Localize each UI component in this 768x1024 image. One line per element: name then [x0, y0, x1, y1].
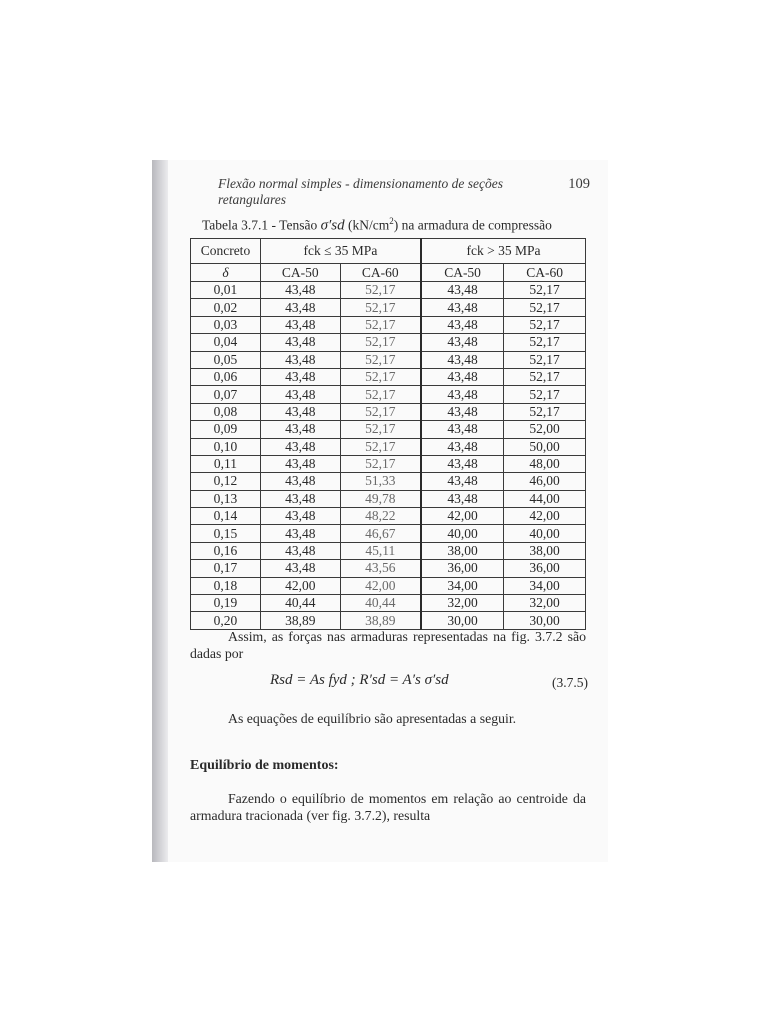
table-row — [191, 490, 586, 507]
table-cell: 0,13 — [191, 490, 261, 507]
table-cell: 43,48 — [260, 334, 340, 351]
table-row — [191, 421, 586, 438]
table-cell: 43,48 — [260, 421, 340, 438]
table-cell: 52,17 — [504, 403, 586, 420]
table-cell: 52,17 — [340, 351, 421, 368]
table-cell: 0,14 — [191, 508, 261, 525]
header-ca60-a: CA-60 — [340, 264, 421, 282]
table-cell: 0,16 — [191, 542, 261, 559]
table-cell: 40,00 — [421, 525, 504, 542]
table-cell: 34,00 — [421, 577, 504, 594]
table-cell: 43,48 — [260, 282, 340, 299]
table-cell: 52,17 — [340, 455, 421, 472]
table-cell: 38,00 — [504, 542, 586, 559]
table-row — [191, 403, 586, 420]
running-title: Flexão normal simples - dimensionamento de seções retangulares — [218, 176, 503, 207]
table-cell: 0,19 — [191, 595, 261, 612]
table-cell: 30,00 — [421, 612, 504, 629]
table-row — [191, 282, 586, 299]
table-cell: 43,48 — [260, 438, 340, 455]
table-cell: 43,48 — [421, 299, 504, 316]
table-cell: 42,00 — [340, 577, 421, 594]
table-cell: 52,17 — [340, 421, 421, 438]
table-cell: 45,11 — [340, 542, 421, 559]
table-cell: 43,48 — [260, 403, 340, 420]
table-cell: 0,10 — [191, 438, 261, 455]
table-row — [191, 560, 586, 577]
table-cell: 52,17 — [340, 386, 421, 403]
stress-table — [190, 238, 586, 630]
table-row — [191, 577, 586, 594]
table-caption — [202, 216, 586, 235]
table-cell: 43,48 — [260, 386, 340, 403]
table-cell: 43,48 — [260, 525, 340, 542]
equation-number: (3.7.5) — [552, 675, 588, 690]
table-cell: 32,00 — [504, 595, 586, 612]
header-group-fck-le-35: fck ≤ 35 MPa — [260, 239, 421, 264]
table-row — [191, 334, 586, 351]
table-row — [191, 368, 586, 385]
table-cell: 43,48 — [260, 508, 340, 525]
header-ca50-b: CA-50 — [421, 264, 504, 282]
table-cell: 43,56 — [340, 560, 421, 577]
table-cell: 52,17 — [340, 299, 421, 316]
table-cell: 40,00 — [504, 525, 586, 542]
table-cell: 0,20 — [191, 612, 261, 629]
table-cell: 36,00 — [504, 560, 586, 577]
table-cell: 0,05 — [191, 351, 261, 368]
table-cell: 30,00 — [504, 612, 586, 629]
caption-unit-exponent: 2 — [389, 216, 394, 226]
table-cell: 52,17 — [340, 334, 421, 351]
table-cell: 51,33 — [340, 473, 421, 490]
table-row — [191, 299, 586, 316]
table-row — [191, 508, 586, 525]
table-cell: 50,00 — [504, 438, 586, 455]
table-cell: 43,48 — [421, 421, 504, 438]
table-cell: 38,00 — [421, 542, 504, 559]
table-header-row-2 — [191, 264, 586, 282]
table-cell: 43,48 — [421, 368, 504, 385]
equation-formula: Rsd = As fyd ; R′sd = A′s σ′sd — [270, 672, 449, 688]
table-cell: 49,78 — [340, 490, 421, 507]
table-cell: 0,15 — [191, 525, 261, 542]
header-ca50-a: CA-50 — [260, 264, 340, 282]
table-cell: 40,44 — [340, 595, 421, 612]
table-row — [191, 455, 586, 472]
table-cell: 43,48 — [260, 455, 340, 472]
table-cell: 42,00 — [421, 508, 504, 525]
table-row — [191, 525, 586, 542]
table-cell: 38,89 — [260, 612, 340, 629]
table-cell: 0,06 — [191, 368, 261, 385]
table-cell: 0,04 — [191, 334, 261, 351]
table-cell: 40,44 — [260, 595, 340, 612]
table-cell: 43,48 — [260, 560, 340, 577]
table-cell: 52,17 — [504, 368, 586, 385]
table-cell: 44,00 — [504, 490, 586, 507]
table-cell: 52,17 — [504, 316, 586, 333]
caption-symbol: σ′sd — [320, 217, 345, 234]
table-cell: 43,48 — [421, 473, 504, 490]
table-cell: 43,48 — [421, 455, 504, 472]
paragraph-equilibrium-intro: As equações de equilíbrio são apresentadas a seguir. — [228, 711, 517, 726]
table-cell: 43,48 — [260, 351, 340, 368]
table-cell: 34,00 — [504, 577, 586, 594]
table-cell: 32,00 — [421, 595, 504, 612]
caption-unit: (kN/cm — [347, 217, 390, 233]
table-cell: 43,48 — [421, 403, 504, 420]
table-cell: 0,09 — [191, 421, 261, 438]
table-cell: 0,01 — [191, 282, 261, 299]
table-row — [191, 316, 586, 333]
header-ca60-b: CA-60 — [504, 264, 586, 282]
table-cell: 52,17 — [340, 282, 421, 299]
table-row — [191, 595, 586, 612]
table-cell: 52,17 — [340, 316, 421, 333]
table-row — [191, 438, 586, 455]
scan-binding-shadow — [152, 160, 168, 862]
table-cell: 0,11 — [191, 455, 261, 472]
table-cell: 52,17 — [504, 386, 586, 403]
table-cell: 43,48 — [260, 490, 340, 507]
table-cell: 52,17 — [504, 334, 586, 351]
table-header-row-1 — [191, 239, 586, 264]
header-group-fck-gt-35: fck > 35 MPa — [421, 239, 586, 264]
table-cell: 0,02 — [191, 299, 261, 316]
section-heading-equilibrio: Equilíbrio de momentos: — [190, 758, 339, 773]
table-cell: 43,48 — [421, 438, 504, 455]
table-cell: 42,00 — [504, 508, 586, 525]
table-cell: 43,48 — [260, 368, 340, 385]
header-concreto: Concreto — [191, 239, 261, 264]
table-cell: 0,07 — [191, 386, 261, 403]
table-cell: 52,17 — [340, 368, 421, 385]
table-row — [191, 386, 586, 403]
table-cell: 48,22 — [340, 508, 421, 525]
equation-3-7-5 — [270, 672, 588, 689]
table-cell: 0,08 — [191, 403, 261, 420]
table-cell: 52,00 — [504, 421, 586, 438]
caption-suffix: ) na armadura de compressão — [393, 217, 552, 233]
table-cell: 46,00 — [504, 473, 586, 490]
table-cell: 52,17 — [504, 351, 586, 368]
table-cell: 43,48 — [421, 351, 504, 368]
table-cell: 43,48 — [260, 316, 340, 333]
caption-prefix: Tabela 3.7.1 - Tensão — [202, 217, 318, 233]
table-cell: 0,18 — [191, 577, 261, 594]
table-cell: 52,17 — [340, 438, 421, 455]
running-header — [218, 176, 590, 208]
table-cell: 42,00 — [260, 577, 340, 594]
table-cell: 43,48 — [421, 386, 504, 403]
table-cell: 43,48 — [260, 473, 340, 490]
table-cell: 0,03 — [191, 316, 261, 333]
table-cell: 36,00 — [421, 560, 504, 577]
table-row — [191, 612, 586, 629]
table-cell: 52,17 — [504, 299, 586, 316]
table-cell: 43,48 — [260, 299, 340, 316]
table-cell: 0,12 — [191, 473, 261, 490]
table-cell: 52,17 — [340, 403, 421, 420]
table-cell: 38,89 — [340, 612, 421, 629]
page-number: 109 — [568, 176, 590, 192]
table-cell: 43,48 — [421, 282, 504, 299]
paragraph-forces: Assim, as forças nas armaduras representadas na fig. 3.7.2 são dadas por — [190, 629, 586, 661]
table-body — [191, 282, 586, 630]
table-cell: 43,48 — [421, 334, 504, 351]
table-cell: 48,00 — [504, 455, 586, 472]
table-cell: 43,48 — [260, 542, 340, 559]
table-cell: 43,48 — [421, 316, 504, 333]
table-row — [191, 473, 586, 490]
table-row — [191, 542, 586, 559]
table-cell: 52,17 — [504, 282, 586, 299]
header-delta: δ — [191, 264, 261, 282]
paragraph-moments: Fazendo o equilíbrio de momentos em relação ao centroide da armadura tracionada (ver fig. 3.7.2), resulta — [190, 791, 586, 823]
table-cell: 0,17 — [191, 560, 261, 577]
table-cell: 43,48 — [421, 490, 504, 507]
table-cell: 46,67 — [340, 525, 421, 542]
table-row — [191, 351, 586, 368]
